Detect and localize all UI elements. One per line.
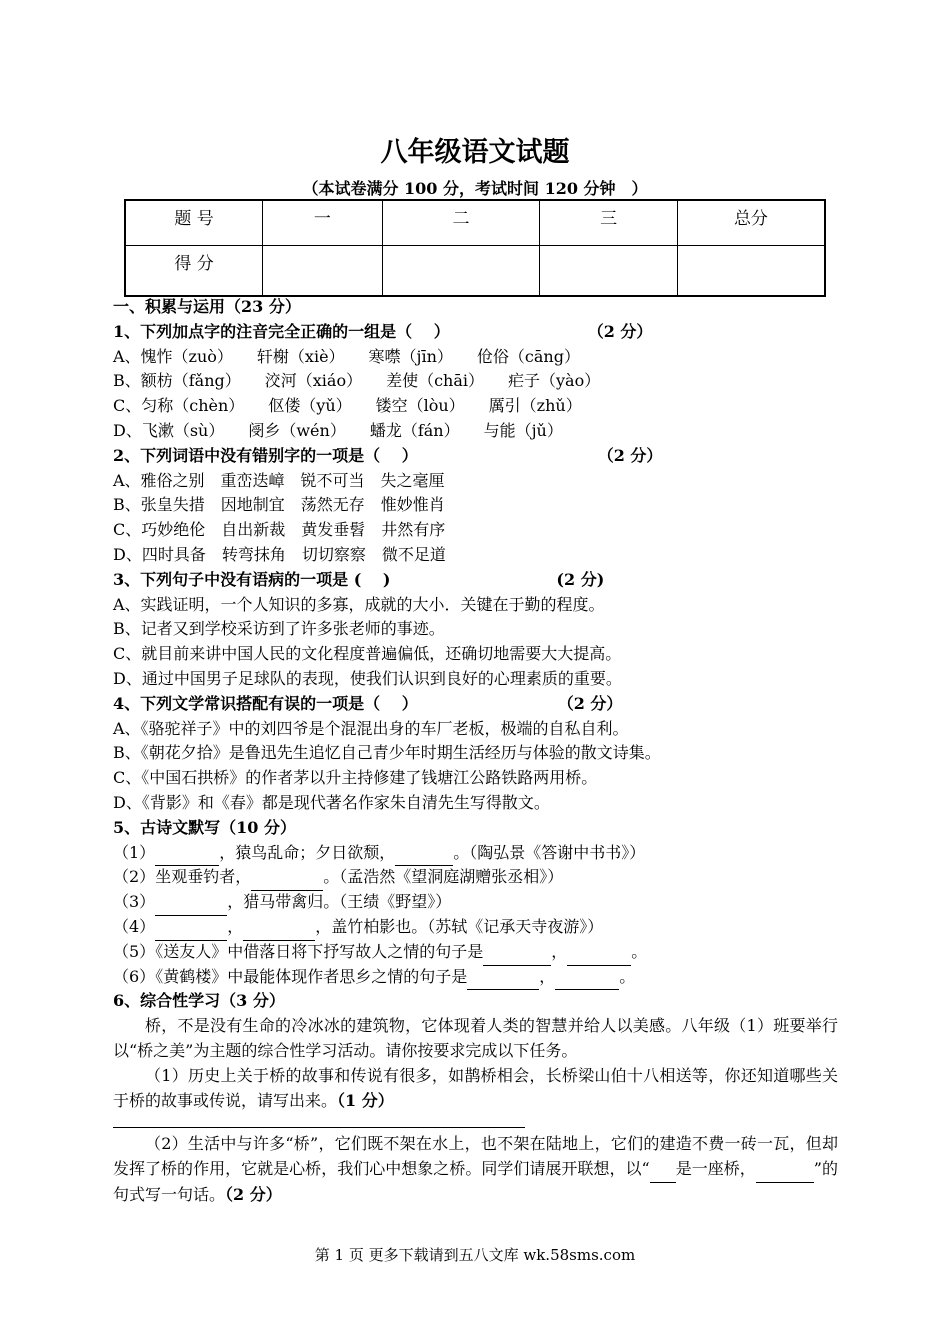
- question-points: （2 分）: [225, 1184, 282, 1204]
- option-line: B、记者又到学校采访到了许多张老师的事迹。: [113, 619, 445, 639]
- question-points: （2 分）: [557, 693, 623, 713]
- question-points: （1 分）: [337, 1090, 394, 1110]
- option-line: D、《背影》和《春》都是现代著名作家朱自清先生写得散文。: [113, 792, 550, 812]
- score-table-header-row: [125, 200, 825, 246]
- item-text: 坐观垂钓者，: [155, 867, 252, 887]
- score-header-cell: 一: [263, 200, 383, 246]
- score-header-cell: 总分: [677, 200, 825, 246]
- option-line: D、通过中国男子足球队的表现，使我们认识到良好的心理素质的重要。: [113, 668, 622, 688]
- question-stem-text: 1、下列加点字的注音完全正确的一组是（ ）: [113, 321, 450, 341]
- option-line: D、四时具备 转弯抹角 切切察察 微不足道: [113, 544, 446, 564]
- answer-blank[interactable]: [155, 915, 227, 941]
- item-text: 。（陶弘景《答谢中书书》）: [453, 842, 646, 862]
- question-stem-text: 2、下列词语中没有错别字的一项是（ ）: [113, 445, 418, 465]
- item-text: ，: [227, 916, 244, 936]
- q6-part1: [113, 1064, 838, 1114]
- item-text: 《黄鹤楼》中最能体现作者思乡之情的句子是: [155, 966, 468, 986]
- answer-blank[interactable]: [251, 865, 323, 891]
- score-header-cell: 三: [540, 200, 678, 246]
- answer-blank[interactable]: [567, 940, 631, 966]
- score-table: [124, 199, 826, 297]
- item-text: ，猿鸟乱命；夕日欲颓，: [219, 842, 396, 862]
- poem-fill-item: [113, 841, 838, 866]
- q6-part2: [113, 1132, 838, 1207]
- question-stem-text: 4、下列文学常识搭配有误的一项是（ ）: [113, 693, 418, 713]
- answer-blank[interactable]: [467, 965, 539, 991]
- question-3-stem: [113, 568, 838, 593]
- item-text: 。: [619, 966, 636, 986]
- exam-subtitle: （本试卷满分 100 分，考试时间 120 分钟 ）: [302, 179, 648, 198]
- score-cell: [540, 246, 678, 297]
- q6-part2-text: ”的句式写一句话。: [113, 1159, 838, 1204]
- item-text: 《送友人》中借落日将下抒写故人之情的句子是: [155, 941, 484, 961]
- item-number: （3）: [113, 892, 156, 912]
- item-number: （5）: [113, 941, 156, 961]
- answer-blank[interactable]: [756, 1157, 814, 1183]
- question-stem-text: 3、下列句子中没有语病的一项是 ( ): [113, 569, 391, 589]
- score-table-score-row: [125, 246, 825, 297]
- question-1-stem: [113, 320, 838, 345]
- q6-part1-text: （1）历史上关于桥的故事和传说有很多，如鹊桥相会，长桥梁山伯十八相送等，你还知道哪些关于桥的故事或传说，请写出来。: [113, 1065, 838, 1110]
- item-text: ，: [551, 941, 568, 961]
- option-line: C、匀称（chèn） 伛偻（yǔ） 镂空（lòu） 厲引（zhǔ）: [113, 396, 582, 416]
- answer-blank[interactable]: [483, 940, 551, 966]
- question-points: (2 分): [556, 569, 605, 589]
- answer-blank[interactable]: [650, 1157, 676, 1183]
- score-cell: [382, 246, 540, 297]
- question-points: （2 分）: [587, 321, 653, 341]
- question-points: （2 分）: [597, 445, 663, 465]
- item-number: （1）: [113, 842, 156, 862]
- poem-fill-item: [113, 965, 838, 990]
- option-line: A、愧怍（zuò） 轩榭（xiè） 寒噤（jīn） 伧俗（cāng）: [113, 346, 580, 366]
- answer-blank[interactable]: [395, 841, 453, 867]
- q6-intro-paragraph: 桥，不是没有生命的冷冰冰的建筑物，它体现着人类的智慧并给人以美感。八年级（1）班要举行以“桥之美”为主题的综合性学习活动。请你按要求完成以下任务。: [113, 1016, 838, 1060]
- section-heading: 一、积累与运用（23 分）: [113, 297, 301, 316]
- exam-content: [113, 295, 838, 1208]
- score-header-cell: 二: [382, 200, 540, 246]
- option-line: A、雅俗之别 重峦迭嶂 锐不可当 失之毫厘: [113, 470, 445, 490]
- q6-part2-text: （2）生活中与许多“桥”，它们既不架在水上，也不架在陆地上，它们的建造不费一砖一瓦，但却发挥了桥的作用，它就是心桥，我们心中想象之桥。同学们请展开联想，以“: [113, 1134, 838, 1179]
- item-number: （2）: [113, 867, 156, 887]
- poem-fill-item: [113, 915, 838, 940]
- option-line: B、额枋（fǎng） 洨河（xiáo） 差使（chāi） 疟子（yào）: [113, 371, 601, 391]
- item-number: （4）: [113, 916, 156, 936]
- answer-line[interactable]: [113, 1125, 525, 1128]
- question-5-stem: 5、古诗文默写（10 分）: [113, 817, 296, 837]
- option-line: A、实践证明，一个人知识的多寡，成就的大小．关键在于勤的程度。: [113, 594, 605, 614]
- exam-title: 八年级语文试题: [380, 137, 570, 168]
- item-text: ，猎马带禽归。（王绩《野望》）: [227, 892, 452, 912]
- score-row-label: 得 分: [125, 246, 263, 297]
- page-footer: 第 1 页 更多下载请到五八文库 wk.58sms.com: [314, 1246, 636, 1264]
- option-line: D、飞漱（sù） 阌乡（wén） 蟠龙（fán） 与能（jǔ）: [113, 420, 563, 440]
- poem-fill-item: [113, 865, 838, 890]
- score-cell: [263, 246, 383, 297]
- question-4-stem: [113, 692, 838, 717]
- option-line: B、《朝花夕拾》是鲁迅先生追忆自己青少年时期生活经历与体验的散文诗集。: [113, 743, 661, 763]
- option-line: C、巧妙绝伦 自出新裁 黄发垂髫 井然有序: [113, 520, 446, 540]
- answer-blank[interactable]: [155, 841, 219, 867]
- item-text: ，盖竹柏影也。（苏轼《记承天寺夜游》）: [315, 916, 604, 936]
- item-number: （6）: [113, 966, 156, 986]
- item-text: 。: [631, 941, 648, 961]
- option-line: B、张皇失措 因地制宜 荡然无存 惟妙惟肖: [113, 495, 445, 515]
- answer-blank[interactable]: [155, 890, 227, 916]
- question-2-stem: [113, 444, 838, 469]
- option-line: A、《骆驼祥子》中的刘四爷是个混混出身的车厂老板，极端的自私自利。: [113, 718, 629, 738]
- answer-blank[interactable]: [555, 965, 619, 991]
- question-6-stem: 6、综合性学习（3 分）: [113, 991, 285, 1011]
- option-line: C、就目前来讲中国人民的文化程度普遍偏低，还确切地需要大大提高。: [113, 644, 622, 664]
- score-header-cell: 题 号: [125, 200, 263, 246]
- score-cell: [677, 246, 825, 297]
- answer-blank[interactable]: [243, 915, 315, 941]
- item-text: ，: [539, 966, 556, 986]
- poem-fill-item: [113, 940, 838, 965]
- option-line: C、《中国石拱桥》的作者茅以升主持修建了钱塘江公路铁路两用桥。: [113, 768, 598, 788]
- item-text: 。（孟浩然《望洞庭湖赠张丞相》）: [323, 867, 564, 887]
- poem-fill-item: [113, 890, 838, 915]
- q6-part2-text: 是一座桥，: [675, 1159, 756, 1179]
